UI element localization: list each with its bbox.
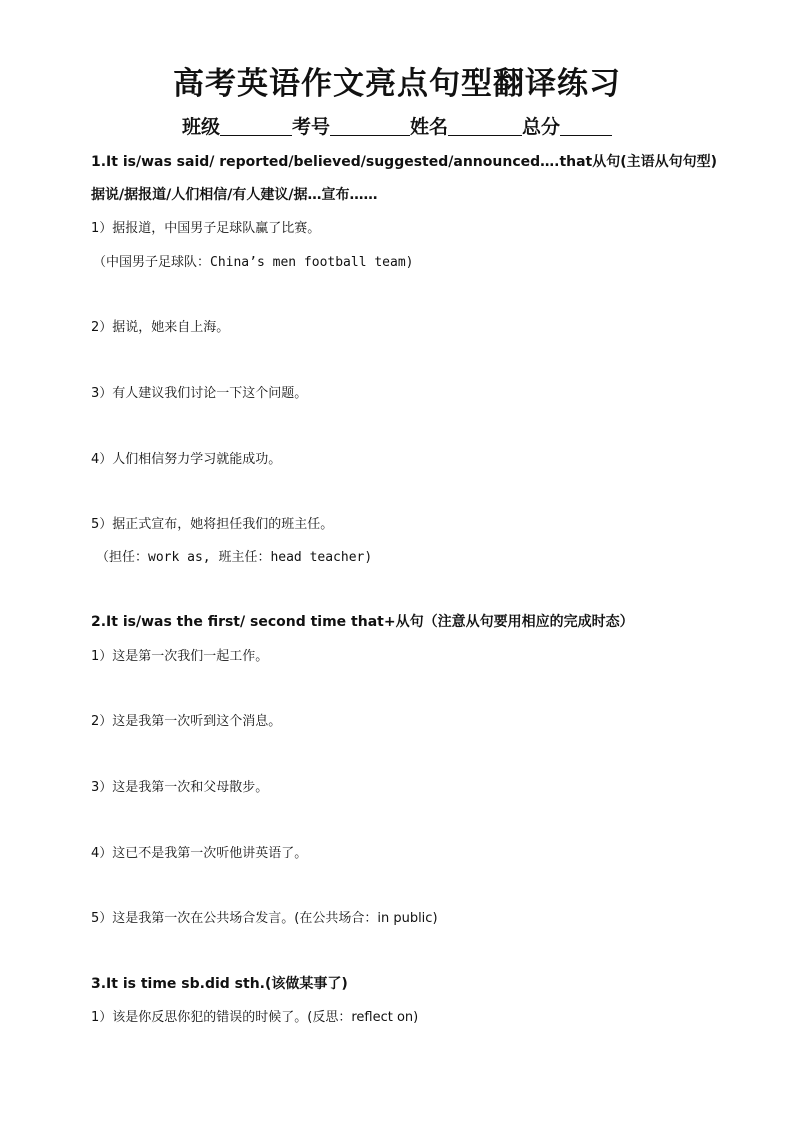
- section-2-heading: 2.It is/was the first/ second time that+从句（注意从句要用相应的完成时态）: [91, 614, 634, 630]
- exercise-item: 4）人们相信努力学习就能成功。: [91, 452, 282, 467]
- number-blank[interactable]: [330, 117, 410, 136]
- page-title: 高考英语作文亮点句型翻译练习: [173, 66, 621, 102]
- number-label: 考号: [291, 116, 330, 138]
- score-blank[interactable]: [560, 117, 612, 136]
- exercise-note: （担任：work as, 班主任：head teacher): [96, 550, 373, 565]
- section-1-heading: 1.It is/was said/ reported/believed/suggested/announced….that从句(主语从句句型): [91, 154, 718, 170]
- exercise-item: 5）这是我第一次在公共场合发言。(在公共场合：in public): [91, 911, 438, 926]
- exercise-item: 3）有人建议我们讨论一下这个问题。: [91, 386, 308, 401]
- student-info-line: [0, 112, 794, 139]
- class-label: 班级: [181, 116, 220, 138]
- name-label: 姓名: [410, 116, 449, 138]
- class-blank[interactable]: [220, 117, 292, 136]
- section-1-subheading: 据说/据报道/人们相信/有人建议/据…宣布……: [91, 187, 378, 203]
- section-3-heading: 3.It is time sb.did sth.(该做某事了): [91, 976, 348, 992]
- exercise-item: 3）这是我第一次和父母散步。: [91, 780, 269, 795]
- exercise-item: 1）该是你反思你犯的错误的时候了。(反思：reflect on): [91, 1010, 419, 1025]
- exercise-note: （中国男子足球队：China’s men football team): [93, 255, 414, 270]
- exercise-item: 2）据说，她来自上海。: [91, 320, 230, 335]
- name-blank[interactable]: [448, 117, 522, 136]
- exercise-item: 2）这是我第一次听到这个消息。: [91, 714, 282, 729]
- score-label: 总分: [522, 116, 561, 138]
- exercise-item: 5）据正式宣布，她将担任我们的班主任。: [91, 517, 334, 532]
- exercise-item: 1）这是第一次我们一起工作。: [91, 649, 269, 664]
- exercise-item: 1）据报道，中国男子足球队赢了比赛。: [91, 221, 321, 236]
- exercise-item: 4）这已不是我第一次听他讲英语了。: [91, 846, 308, 861]
